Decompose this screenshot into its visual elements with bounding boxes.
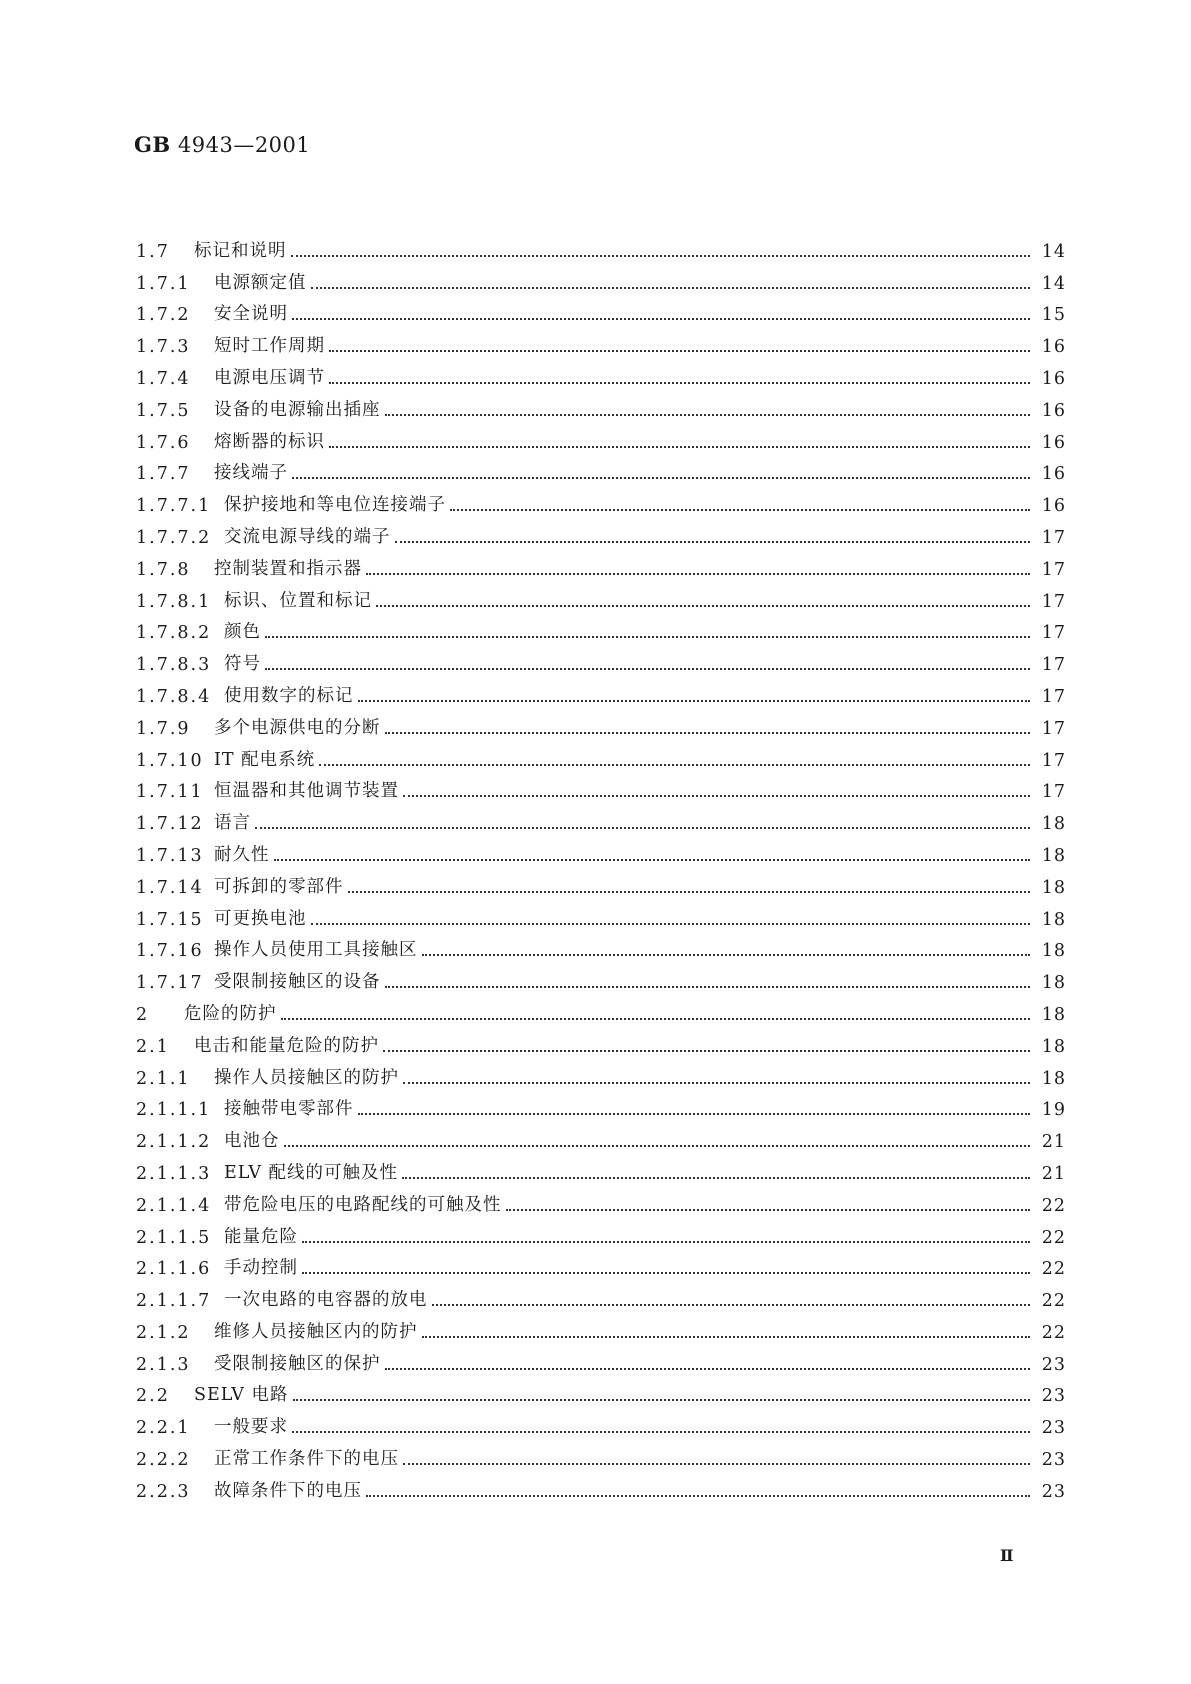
toc-entry-title: 熔断器的标识 xyxy=(214,428,327,453)
toc-entry-number: 2.1.1.3 xyxy=(136,1163,212,1184)
toc-entry-number: 1.7.7.2 xyxy=(136,527,212,548)
toc-entry[interactable] xyxy=(136,1248,1066,1280)
toc-entry[interactable] xyxy=(136,739,1066,771)
toc-entry-number: 1.7.16 xyxy=(136,941,204,962)
toc-entry-title: 电源额定值 xyxy=(214,269,309,294)
toc-entry[interactable] xyxy=(136,834,1066,866)
toc-entry-number: 2.1.3 xyxy=(136,1354,191,1375)
toc-leader-dots xyxy=(265,636,1030,638)
toc-leader-dots xyxy=(302,1241,1030,1243)
toc-entry[interactable] xyxy=(136,643,1066,675)
toc-leader-dots xyxy=(403,1463,1030,1465)
toc-entry[interactable] xyxy=(136,1375,1066,1407)
toc-entry-number: 1.7.7 xyxy=(136,464,191,485)
toc-entry-title: 一般要求 xyxy=(214,1413,290,1438)
toc-entry[interactable] xyxy=(136,612,1066,644)
toc-entry[interactable] xyxy=(136,1025,1066,1057)
toc-entry-number: 1.7.14 xyxy=(136,877,204,898)
toc-entry-number: 1.7.10 xyxy=(136,750,204,771)
toc-entry-number: 1.7.8.2 xyxy=(136,623,212,644)
toc-entry[interactable] xyxy=(136,1089,1066,1121)
toc-entry-page: 21 xyxy=(1041,1132,1066,1153)
toc-entry[interactable] xyxy=(136,707,1066,739)
toc-leader-dots xyxy=(422,954,1031,956)
toc-entry-page: 16 xyxy=(1041,337,1066,358)
toc-entry-number: 2.1.1.5 xyxy=(136,1227,212,1248)
toc-entry-number: 1.7.8.3 xyxy=(136,655,212,676)
toc-leader-dots xyxy=(385,986,1031,988)
toc-entry[interactable] xyxy=(136,1279,1066,1311)
toc-entry-title: 可拆卸的零部件 xyxy=(214,873,346,898)
toc-entry[interactable] xyxy=(136,357,1066,389)
toc-entry-page: 18 xyxy=(1041,941,1066,962)
toc-entry-page: 17 xyxy=(1041,527,1066,548)
toc-entry-title: 安全说明 xyxy=(214,300,290,325)
toc-entry-number: 1.7.7.1 xyxy=(136,496,212,517)
toc-entry-page: 23 xyxy=(1041,1354,1066,1375)
toc-leader-dots xyxy=(291,255,1031,257)
toc-leader-dots xyxy=(366,573,1030,575)
toc-entry[interactable] xyxy=(136,421,1066,453)
toc-entry-number: 1.7.9 xyxy=(136,718,191,739)
toc-entry[interactable] xyxy=(136,1343,1066,1375)
toc-leader-dots xyxy=(255,827,1030,829)
toc-entry-number: 2.1.1.1 xyxy=(136,1100,212,1121)
toc-entry[interactable] xyxy=(136,580,1066,612)
toc-entry-title: 标识、位置和标记 xyxy=(224,587,374,612)
page-number: Ⅱ xyxy=(1000,1546,1014,1565)
toc-entry[interactable] xyxy=(136,1311,1066,1343)
toc-entry[interactable] xyxy=(136,866,1066,898)
toc-entry-page: 17 xyxy=(1041,718,1066,739)
toc-entry-title: 设备的电源输出插座 xyxy=(214,396,383,421)
toc-leader-dots xyxy=(403,1082,1030,1084)
toc-entry-title: 恒温器和其他调节装置 xyxy=(214,777,401,802)
toc-leader-dots xyxy=(329,382,1030,384)
toc-entry-number: 1.7.4 xyxy=(136,368,191,389)
toc-entry-title: 受限制接触区的设备 xyxy=(214,968,383,993)
toc-entry[interactable] xyxy=(136,1120,1066,1152)
toc-entry-page: 22 xyxy=(1041,1227,1066,1248)
toc-leader-dots xyxy=(302,1272,1030,1274)
toc-entry[interactable] xyxy=(136,1152,1066,1184)
toc-leader-dots xyxy=(432,1304,1031,1306)
toc-entry[interactable] xyxy=(136,294,1066,326)
toc-entry-title: 短时工作周期 xyxy=(214,332,327,357)
toc-entry[interactable] xyxy=(136,453,1066,485)
toc-entry-page: 18 xyxy=(1041,1068,1066,1089)
toc-entry-page: 18 xyxy=(1041,973,1066,994)
toc-entry-page: 16 xyxy=(1041,432,1066,453)
toc-entry[interactable] xyxy=(136,961,1066,993)
toc-leader-dots xyxy=(293,1399,1030,1401)
toc-leader-dots xyxy=(383,1050,1030,1052)
toc-entry[interactable] xyxy=(136,325,1066,357)
toc-entry[interactable] xyxy=(136,898,1066,930)
toc-entry-title: 使用数字的标记 xyxy=(224,682,356,707)
toc-entry-title: 操作人员接触区的防护 xyxy=(214,1064,401,1089)
toc-entry-page: 18 xyxy=(1041,845,1066,866)
toc-entry-page: 23 xyxy=(1041,1481,1066,1502)
toc-entry-title: 操作人员使用工具接触区 xyxy=(214,936,420,961)
toc-leader-dots xyxy=(292,477,1030,479)
document-header xyxy=(134,132,310,157)
toc-entry[interactable] xyxy=(136,484,1066,516)
toc-entry-title: 电击和能量危险的防护 xyxy=(194,1032,381,1057)
toc-entry-page: 18 xyxy=(1041,1004,1066,1025)
toc-entry-number: 1.7.6 xyxy=(136,432,191,453)
toc-entry[interactable] xyxy=(136,516,1066,548)
toc-entry-number: 2.1.1.7 xyxy=(136,1291,212,1312)
toc-entry[interactable] xyxy=(136,1057,1066,1089)
toc-entry[interactable] xyxy=(136,1438,1066,1470)
toc-leader-dots xyxy=(319,764,1030,766)
toc-leader-dots xyxy=(292,1431,1030,1433)
toc-entry-title: 语言 xyxy=(214,809,253,834)
toc-entry-title: 标记和说明 xyxy=(194,237,289,262)
toc-leader-dots xyxy=(284,1145,1031,1147)
toc-entry-number: 2.2.2 xyxy=(136,1450,191,1471)
toc-entry-title: 危险的防护 xyxy=(184,1000,279,1025)
toc-entry-page: 18 xyxy=(1041,877,1066,898)
toc-entry[interactable] xyxy=(136,1470,1066,1502)
toc-entry-page: 16 xyxy=(1041,400,1066,421)
toc-entry-title: 交流电源导线的端子 xyxy=(224,523,393,548)
toc-entry-page: 17 xyxy=(1041,623,1066,644)
toc-entry-number: 1.7.3 xyxy=(136,337,191,358)
toc-entry-page: 17 xyxy=(1041,686,1066,707)
toc-entry-number: 2.1.1.4 xyxy=(136,1195,212,1216)
toc-leader-dots xyxy=(385,1368,1031,1370)
toc-entry-title: ELV 配线的可触及性 xyxy=(224,1159,400,1184)
toc-entry-title: 保护接地和等电位连接端子 xyxy=(224,491,448,516)
toc-entry-title: 符号 xyxy=(224,650,263,675)
toc-entry-number: 1.7.11 xyxy=(136,782,204,803)
toc-leader-dots xyxy=(422,1336,1031,1338)
toc-leader-dots xyxy=(358,700,1031,702)
toc-entry[interactable] xyxy=(136,930,1066,962)
toc-entry-title: 一次电路的电容器的放电 xyxy=(224,1286,430,1311)
toc-leader-dots xyxy=(265,668,1030,670)
toc-leader-dots xyxy=(329,446,1030,448)
toc-entry-page: 17 xyxy=(1041,782,1066,803)
toc-entry[interactable] xyxy=(136,1184,1066,1216)
toc-entry-title: SELV 电路 xyxy=(194,1381,291,1406)
toc-entry-page: 19 xyxy=(1041,1100,1066,1121)
toc-entry-title: 手动控制 xyxy=(224,1254,300,1279)
toc-leader-dots xyxy=(385,414,1031,416)
toc-entry-title: 耐久性 xyxy=(214,841,272,866)
toc-entry-number: 1.7.15 xyxy=(136,909,204,930)
toc-entry[interactable] xyxy=(136,1216,1066,1248)
toc-leader-dots xyxy=(274,859,1031,861)
toc-entry-title: 维修人员接触区内的防护 xyxy=(214,1318,420,1343)
toc-entry-number: 1.7.2 xyxy=(136,305,191,326)
toc-entry[interactable] xyxy=(136,802,1066,834)
toc-entry-number: 2 xyxy=(136,1004,150,1025)
toc-entry-number: 1.7.8.4 xyxy=(136,686,212,707)
toc-entry-title: 受限制接触区的保护 xyxy=(214,1350,383,1375)
toc-entry-number: 2.1.1 xyxy=(136,1068,191,1089)
toc-leader-dots xyxy=(348,891,1031,893)
toc-leader-dots xyxy=(385,732,1031,734)
toc-leader-dots xyxy=(403,795,1030,797)
toc-entry[interactable] xyxy=(136,230,1066,262)
toc-leader-dots xyxy=(311,923,1031,925)
toc-entry-page: 14 xyxy=(1041,273,1066,294)
toc-entry-number: 1.7.8 xyxy=(136,559,191,580)
toc-entry-page: 21 xyxy=(1041,1163,1066,1184)
toc-entry-title: 能量危险 xyxy=(224,1223,300,1248)
toc-entry[interactable] xyxy=(136,771,1066,803)
toc-entry-page: 17 xyxy=(1041,591,1066,612)
toc-entry-page: 23 xyxy=(1041,1418,1066,1439)
toc-leader-dots xyxy=(376,605,1030,607)
table-of-contents xyxy=(136,230,1066,1502)
toc-entry-page: 17 xyxy=(1041,750,1066,771)
toc-entry-page: 16 xyxy=(1041,368,1066,389)
toc-leader-dots xyxy=(506,1209,1031,1211)
toc-entry-page: 23 xyxy=(1041,1386,1066,1407)
toc-entry-number: 2.1.2 xyxy=(136,1322,191,1343)
toc-entry-title: 接线端子 xyxy=(214,459,290,484)
toc-entry-page: 17 xyxy=(1041,559,1066,580)
toc-entry-number: 2.1.1.6 xyxy=(136,1259,212,1280)
toc-entry-title: 控制装置和指示器 xyxy=(214,555,364,580)
toc-entry-number: 1.7.12 xyxy=(136,814,204,835)
toc-leader-dots xyxy=(329,350,1030,352)
toc-entry-number: 1.7.5 xyxy=(136,400,191,421)
toc-entry-page: 15 xyxy=(1041,305,1066,326)
toc-entry-title: IT 配电系统 xyxy=(214,746,317,771)
toc-entry-number: 1.7.13 xyxy=(136,845,204,866)
toc-entry[interactable] xyxy=(136,389,1066,421)
toc-entry-page: 22 xyxy=(1041,1322,1066,1343)
toc-entry-title: 正常工作条件下的电压 xyxy=(214,1445,401,1470)
toc-entry-number: 2.1.1.2 xyxy=(136,1132,212,1153)
toc-leader-dots xyxy=(402,1177,1030,1179)
toc-entry-number: 1.7 xyxy=(136,241,170,262)
toc-entry-page: 16 xyxy=(1041,464,1066,485)
toc-leader-dots xyxy=(281,1018,1031,1020)
toc-entry-number: 2.2.1 xyxy=(136,1418,191,1439)
toc-entry-title: 多个电源供电的分断 xyxy=(214,714,383,739)
toc-leader-dots xyxy=(292,318,1030,320)
toc-entry-page: 18 xyxy=(1041,909,1066,930)
toc-entry-title: 可更换电池 xyxy=(214,905,309,930)
toc-entry-title: 电源电压调节 xyxy=(214,364,327,389)
toc-entry-page: 22 xyxy=(1041,1259,1066,1280)
toc-entry-page: 18 xyxy=(1041,814,1066,835)
toc-entry[interactable] xyxy=(136,262,1066,294)
standard-number: 4943—2001 xyxy=(177,133,311,157)
toc-leader-dots xyxy=(311,287,1031,289)
toc-entry[interactable] xyxy=(136,993,1066,1025)
toc-entry-number: 2.1 xyxy=(136,1036,170,1057)
toc-entry-number: 1.7.1 xyxy=(136,273,191,294)
toc-entry-title: 颜色 xyxy=(224,618,263,643)
toc-leader-dots xyxy=(366,1495,1030,1497)
toc-entry-page: 18 xyxy=(1041,1036,1066,1057)
toc-entry-page: 16 xyxy=(1041,496,1066,517)
toc-entry-title: 电池仓 xyxy=(224,1127,282,1152)
toc-leader-dots xyxy=(358,1113,1031,1115)
toc-entry-number: 1.7.17 xyxy=(136,973,204,994)
toc-entry[interactable] xyxy=(136,1406,1066,1438)
toc-entry-page: 22 xyxy=(1041,1195,1066,1216)
toc-entry-page: 17 xyxy=(1041,655,1066,676)
toc-entry-title: 接触带电零部件 xyxy=(224,1095,356,1120)
toc-entry-number: 2.2 xyxy=(136,1386,170,1407)
toc-entry-page: 23 xyxy=(1041,1450,1066,1471)
toc-leader-dots xyxy=(450,509,1030,511)
toc-entry[interactable] xyxy=(136,548,1066,580)
toc-entry[interactable] xyxy=(136,675,1066,707)
toc-entry-number: 1.7.8.1 xyxy=(136,591,212,612)
toc-entry-page: 14 xyxy=(1041,241,1066,262)
toc-entry-title: 带危险电压的电路配线的可触及性 xyxy=(224,1191,504,1216)
toc-leader-dots xyxy=(395,541,1031,543)
toc-entry-title: 故障条件下的电压 xyxy=(214,1477,364,1502)
toc-entry-page: 22 xyxy=(1041,1291,1066,1312)
standard-code: GB xyxy=(134,132,171,157)
toc-entry-number: 2.2.3 xyxy=(136,1481,191,1502)
